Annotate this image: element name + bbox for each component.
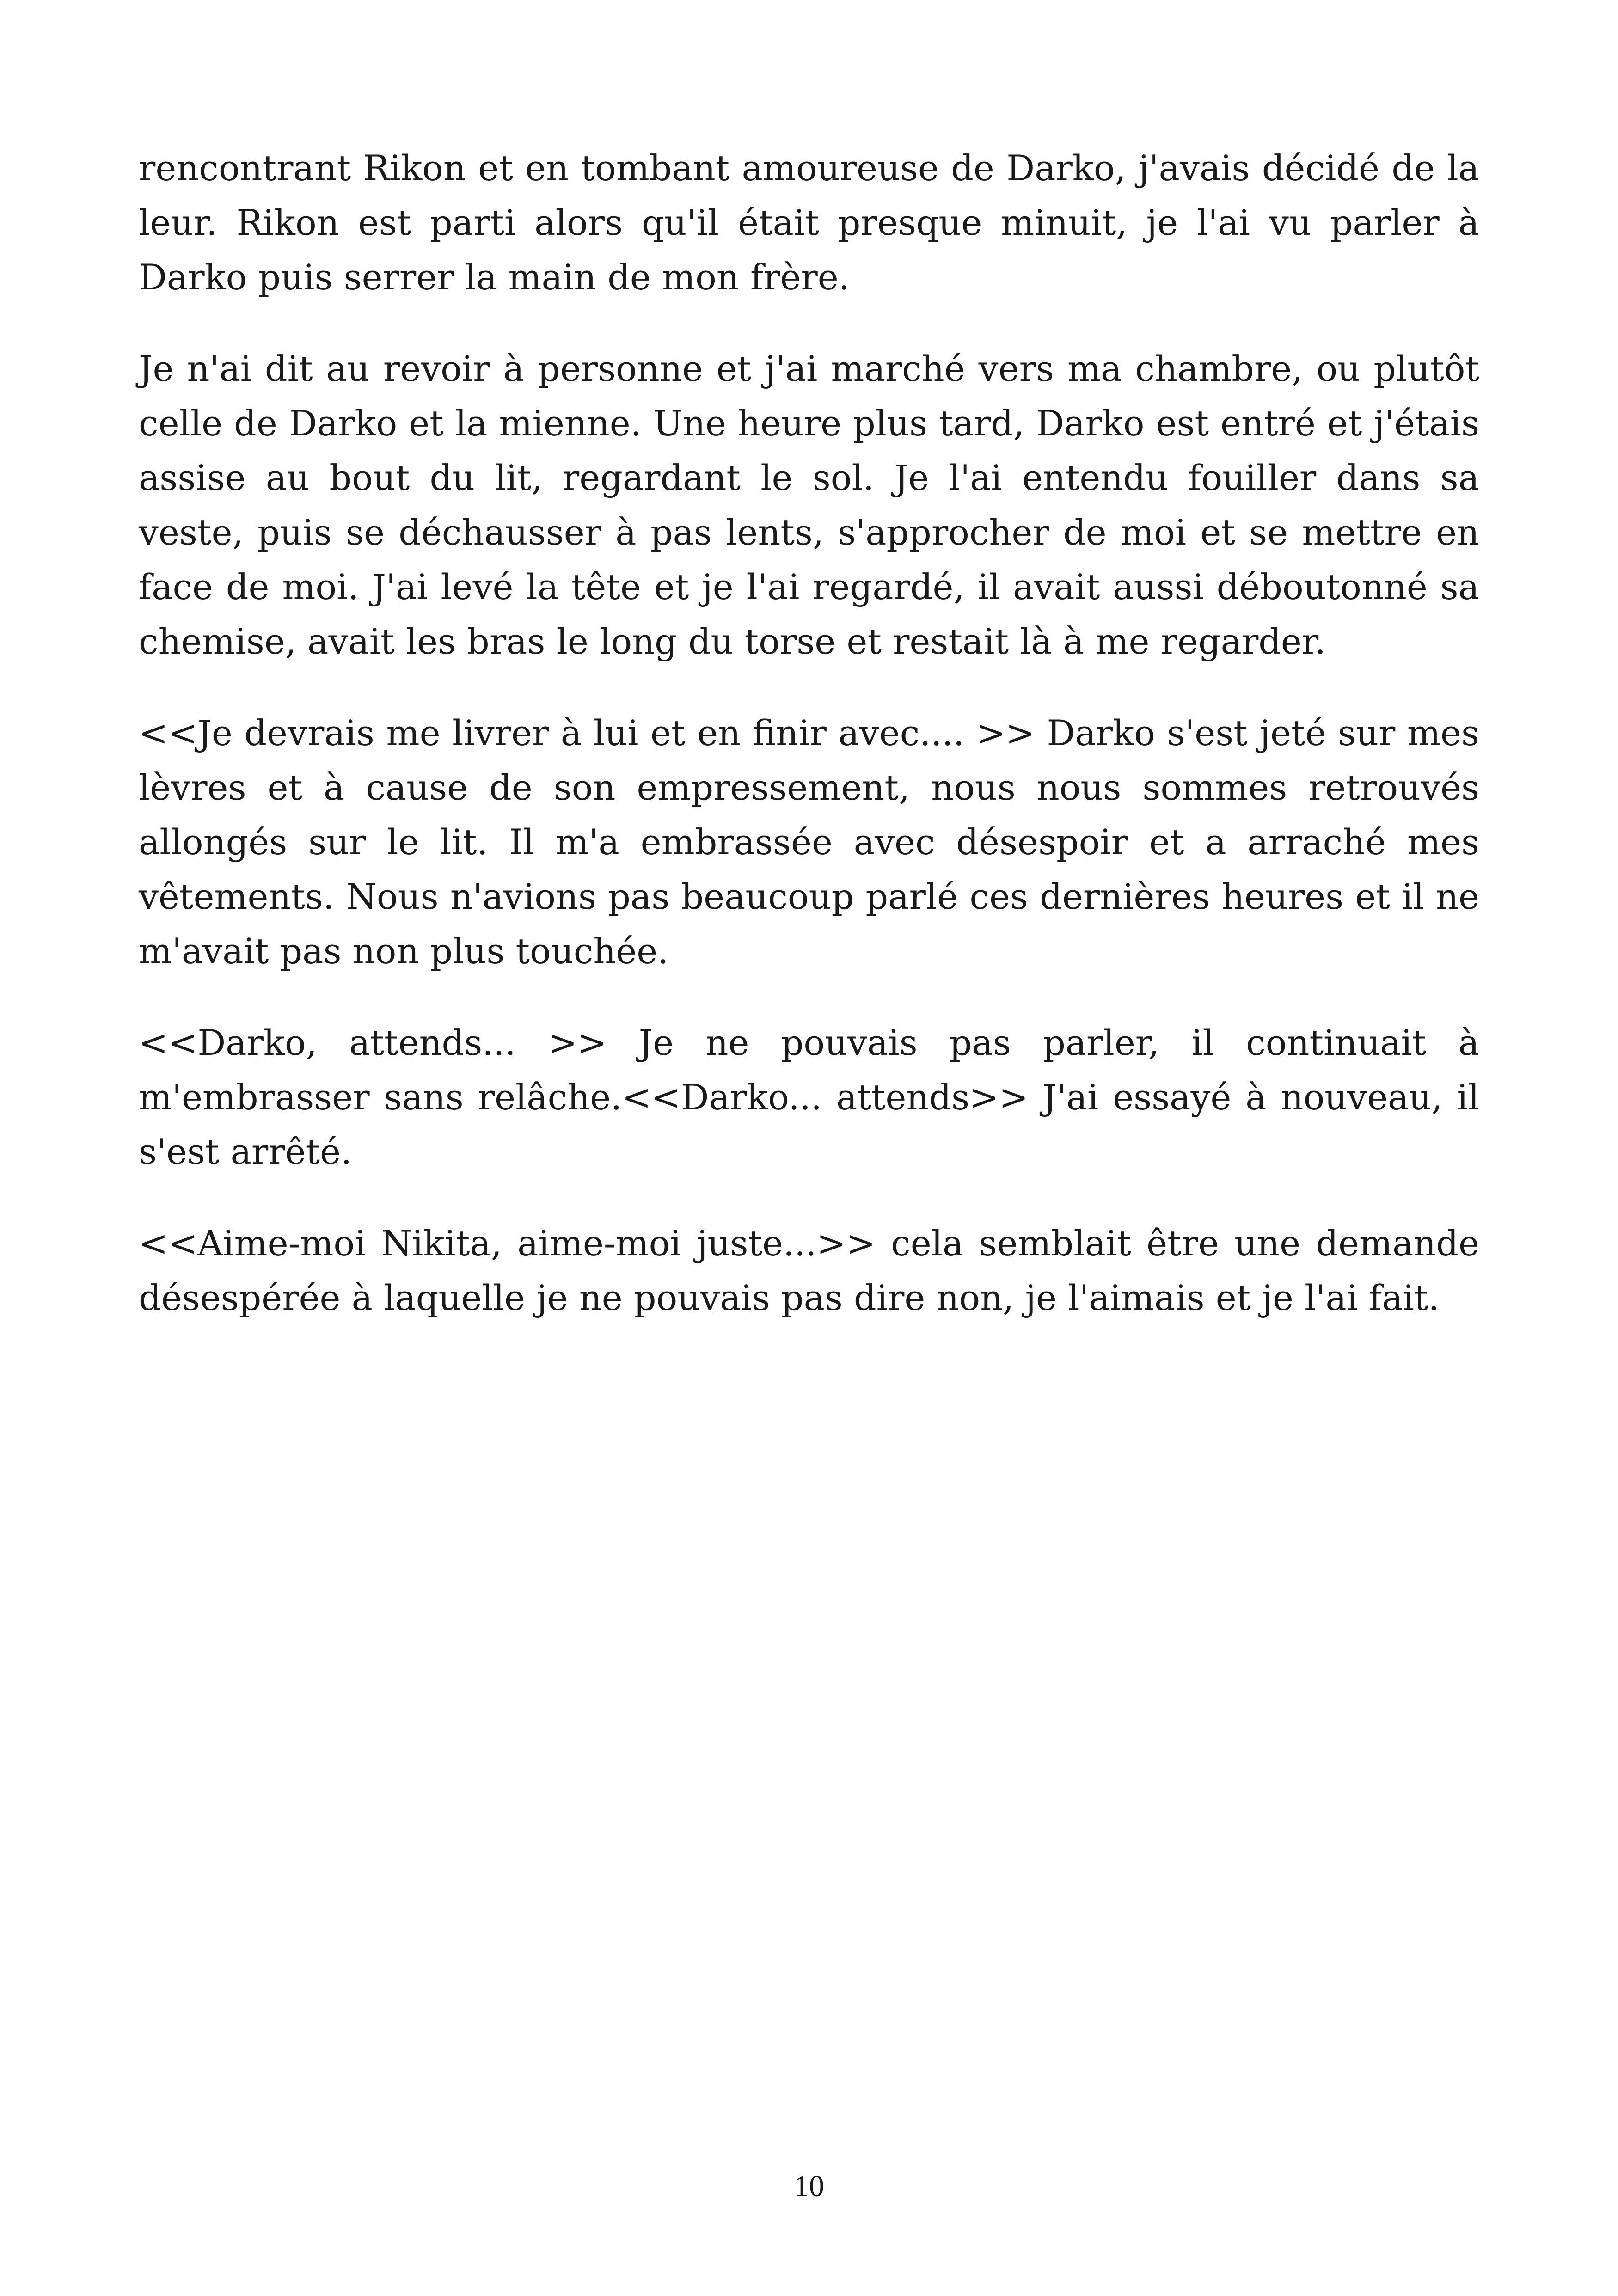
paragraph-2: Je n'ai dit au revoir à personne et j'ai marché vers ma chambre, ou plutôt celle de Darko et la mienne. Une heure plus tard, Darko est entré et j'étais assise au bout du lit, regardant le sol. Je l'ai entendu fouiller dans sa veste, puis se déchausser à pas lents, s'approcher de moi et se mettre en face de moi. J'ai levé la tête et je l'ai regardé, il avait aussi déboutonné sa chemise, avait les bras le long du torse et restait là à me regarder. bbox=[139, 348, 1479, 662]
paragraph-3: <<Je devrais me livrer à lui et en finir avec.... >> Darko s'est jeté sur mes lèvres et à cause de son empressement, nous nous sommes retrouvés allongés sur le lit. Il m'a embrassée avec désespoir et a arraché mes vêtements. Nous n'avions pas beaucoup parlé ces dernières heures et il ne m'avait pas non plus touchée. bbox=[139, 712, 1479, 972]
paragraph-1: rencontrant Rikon et en tombant amoureuse de Darko, j'avais décidé de la leur. Rikon est parti alors qu'il était presque minuit, je l'ai vu parler à Darko puis serrer la main de mon frère. bbox=[139, 147, 1479, 298]
page-number: 10 bbox=[794, 2169, 824, 2203]
body-text bbox=[139, 141, 1479, 1362]
paragraph-5: <<Aime-moi Nikita, aime-moi juste...>> cela semblait être une demande désespérée à laquelle je ne pouvais pas dire non, je l'aimais et je l'ai fait. bbox=[139, 1223, 1479, 1318]
paragraph-4: <<Darko, attends... >> Je ne pouvais pas parler, il continuait à m'embrasser sans relâche.<<Darko... attends>> J'ai essayé à nouveau, il s'est arrêté. bbox=[139, 1022, 1479, 1172]
